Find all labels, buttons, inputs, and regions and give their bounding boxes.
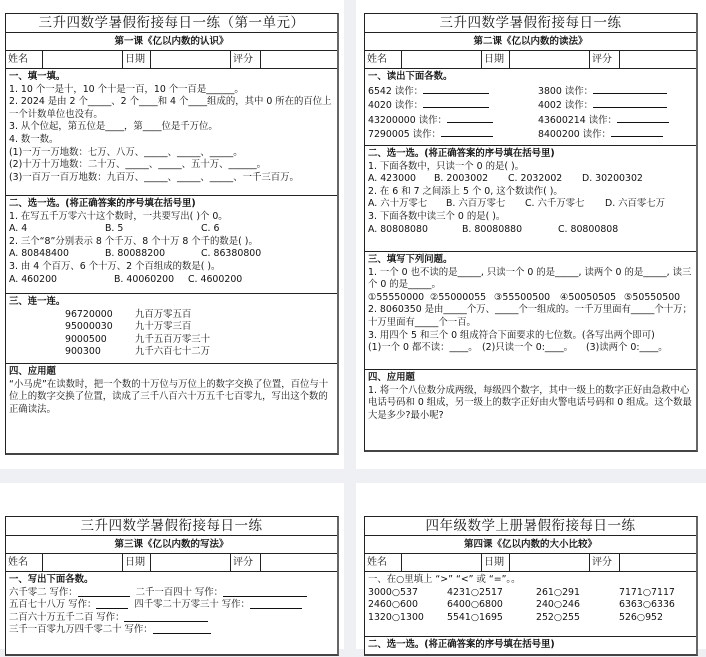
- score-label: 评分: [231, 51, 261, 68]
- date-field[interactable]: [151, 51, 231, 68]
- section-heading: 二、选一选。(将正确答案的序号填在括号里): [9, 198, 196, 209]
- section-fill-in: [6, 69, 337, 196]
- section-read-numbers: [365, 69, 696, 146]
- question-2: 2. 三个“8”分别表示 8 个千万、8 个十万 8 个千的数是( )。: [9, 235, 258, 247]
- match-row: [9, 309, 334, 322]
- option-5: ⑤50550500: [624, 291, 681, 303]
- match-words[interactable]: 九十万零三百: [135, 321, 192, 333]
- name-field[interactable]: [402, 554, 482, 571]
- lesson-subtitle: 第四课《亿以内数的大小比较》: [365, 536, 696, 554]
- compare-item[interactable]: 252○255: [536, 611, 580, 623]
- read-item: 43200000 读作：: [368, 114, 447, 126]
- read-item: 43600214 读作：: [538, 114, 617, 126]
- problem-text: “小马虎”在读数时，把一个数的十万位与万位上的数字交换了位置，百位与十位上的数字交换了位置，读成了三千八百六十万五千七百零九，写出这个数的正确读法。: [9, 378, 329, 415]
- compare-item[interactable]: 1320○1300: [368, 611, 424, 623]
- read-item: 8400200 读作：: [538, 129, 611, 141]
- section-multiple-choice: [365, 146, 696, 252]
- score-field[interactable]: [620, 554, 696, 571]
- worksheet-title: 三升四数学暑假衔接每日一练: [365, 14, 696, 33]
- worksheet-lesson-4: [364, 516, 698, 656]
- compare-item[interactable]: 6400○6800: [447, 599, 503, 611]
- section-heading: 一、在○里填上 “>” “<” 或 “=”。。: [368, 574, 521, 585]
- question-1: 1. 下面各数中，只读一个 0 的是( )。: [368, 160, 525, 172]
- read-item: 6542 读作：: [368, 85, 423, 97]
- section-matching: [6, 294, 337, 364]
- section-word-problem: [365, 370, 696, 452]
- compare-item[interactable]: 5541○1695: [447, 611, 503, 623]
- read-item: 7290005 读作：: [368, 129, 441, 141]
- option-d[interactable]: D. 30200302: [582, 173, 643, 185]
- worksheet-title: 四年级数学上册暑假衔接每日一练: [365, 517, 696, 536]
- compare-item[interactable]: 4231○2517: [447, 586, 503, 598]
- answer-blank[interactable]: [223, 587, 307, 597]
- option-b[interactable]: B. 80080880: [462, 223, 523, 235]
- lesson-subtitle: 第一课《亿以内数的认识》: [6, 33, 337, 51]
- compare-item[interactable]: 240○246: [536, 599, 580, 611]
- answer-blank[interactable]: [423, 84, 489, 94]
- question-1: 1. 10 个一是十，10 个十是一百，10 个一百是______。: [9, 83, 244, 95]
- question-3: 3. 用四个 5 和三个 0 组成符合下面要求的七位数。(各写出两个即可): [368, 329, 655, 341]
- section-compare: [365, 572, 696, 637]
- option-a[interactable]: A. 460200: [9, 273, 57, 285]
- name-field[interactable]: [43, 554, 123, 571]
- options-1: [368, 292, 693, 305]
- compare-row: [368, 599, 693, 612]
- date-field[interactable]: [151, 554, 231, 571]
- part-1: (1)一个 0 都不读：____。: [368, 342, 478, 354]
- option-a[interactable]: A. 423000: [368, 173, 416, 185]
- options-1: [368, 173, 693, 186]
- match-number[interactable]: 95000030: [65, 321, 113, 333]
- answer-blank[interactable]: [447, 113, 493, 123]
- read-row: [368, 98, 693, 113]
- question-2: 2. 8060350 是由_____个万、_____个一组成的。一千万里面有_____个十万；十万里面有_____个一百。: [368, 304, 692, 328]
- answer-blank[interactable]: [124, 612, 208, 622]
- question-3: 3. 下面各数中读三个 0 的是( )。: [368, 210, 506, 222]
- match-number[interactable]: 900300: [65, 346, 101, 358]
- name-label: 姓名: [6, 51, 43, 68]
- answer-blank[interactable]: [96, 599, 128, 609]
- answer-blank[interactable]: [617, 113, 669, 123]
- question-4-3: (3)一百万一百万地数：九百万、_____、_____、_____、一千三百万。: [9, 171, 299, 183]
- write-row: [9, 599, 334, 612]
- read-item: 3800 读作：: [538, 85, 593, 97]
- match-row: [9, 334, 334, 347]
- compare-item[interactable]: 6363○6336: [619, 599, 675, 611]
- score-field[interactable]: [261, 554, 337, 571]
- date-label: 日期: [482, 554, 510, 571]
- question-4-1: (1)一万一万地数：七万、八万、_____、_____、_____。: [9, 146, 243, 158]
- score-field[interactable]: [261, 51, 337, 68]
- write-row: [9, 587, 334, 600]
- question-3: 3. 从个位起，第五位是____，第____位是千万位。: [9, 121, 218, 133]
- name-field[interactable]: [43, 51, 123, 68]
- option-c[interactable]: C. 86380800: [201, 248, 262, 260]
- option-b[interactable]: B. 2003002: [434, 173, 489, 185]
- option-3: ③55500500: [494, 291, 551, 303]
- write-item: 四千零二十万零三十 写作：: [134, 599, 250, 611]
- option-b[interactable]: B. 80088200: [105, 248, 166, 260]
- option-c[interactable]: C. 4600200: [188, 273, 243, 285]
- write-row: [9, 612, 334, 625]
- lesson-subtitle: 第二课《亿以内数的读法》: [365, 33, 696, 51]
- read-row: [368, 113, 693, 128]
- info-row: [365, 51, 696, 69]
- option-b[interactable]: B. 六百万零七: [446, 198, 506, 210]
- compare-item[interactable]: 526○952: [619, 611, 663, 623]
- info-row: [365, 554, 696, 572]
- read-item: 4002 读作：: [538, 100, 593, 112]
- section-multiple-choice: [6, 196, 337, 294]
- date-field[interactable]: [510, 51, 590, 68]
- section-write-numbers: [6, 572, 337, 652]
- score-label: 评分: [590, 554, 620, 571]
- match-words[interactable]: 九千五百万零三十: [135, 333, 211, 345]
- match-number[interactable]: 9000500: [65, 333, 107, 345]
- info-row: [6, 554, 337, 572]
- option-c[interactable]: C. 2032002: [508, 173, 563, 185]
- section-heading: 一、读出下面各数。: [368, 71, 453, 82]
- match-row: [9, 321, 334, 334]
- section-heading: 四、应用题: [368, 372, 415, 383]
- match-words[interactable]: 九千六百七十二万: [135, 346, 211, 358]
- worksheet-lesson-2: [364, 13, 698, 452]
- write-item: 五百七十八万 写作：: [9, 599, 97, 611]
- answer-blank[interactable]: [593, 98, 667, 108]
- date-label: 日期: [123, 554, 151, 571]
- write-row: [9, 624, 334, 637]
- date-label: 日期: [482, 51, 510, 68]
- answer-blank[interactable]: [78, 587, 130, 597]
- answer-blank[interactable]: [250, 599, 302, 609]
- section-heading: 二、选一选。(将正确答案的序号填在括号里): [368, 639, 555, 650]
- score-label: 评分: [231, 554, 261, 571]
- options-3: [9, 274, 334, 287]
- worksheet-title: 三升四数学暑假衔接每日一练: [6, 517, 337, 536]
- worksheet-title: 三升四数学暑假衔接每日一练（第一单元）: [6, 14, 337, 33]
- write-item: 六千零二 写作：: [9, 586, 78, 598]
- question-4: 4. 数一数。: [9, 133, 59, 145]
- options-2: [9, 248, 334, 261]
- lesson-subtitle: 第三课《亿以内数的写法》: [6, 536, 337, 554]
- match-number[interactable]: 96720000: [65, 308, 113, 320]
- read-row: [368, 127, 693, 142]
- date-label: 日期: [123, 51, 151, 68]
- write-item: 三千一百零九万四千零二十 写作：: [9, 624, 153, 636]
- name-field[interactable]: [402, 51, 482, 68]
- section-word-problem: [6, 364, 337, 448]
- section-fill-questions: [365, 252, 696, 370]
- name-label: 姓名: [365, 51, 402, 68]
- match-row: [9, 346, 334, 359]
- option-b[interactable]: B. 5: [105, 223, 124, 235]
- compare-item[interactable]: 2460○600: [368, 599, 418, 611]
- section-heading: 二、选一选。(将正确答案的序号填在括号里): [368, 148, 555, 159]
- score-field[interactable]: [620, 51, 696, 68]
- question-3: 3. 由 4 个百万、6 个十万、2 个百组成的数是( )。: [9, 260, 221, 272]
- answer-blank[interactable]: [611, 127, 663, 137]
- info-row: [6, 51, 337, 69]
- section-multiple-choice: [365, 637, 696, 657]
- name-label: 姓名: [6, 554, 43, 571]
- option-c[interactable]: C. 六千万零七: [525, 198, 585, 210]
- compare-item[interactable]: 261○291: [536, 586, 580, 598]
- option-a[interactable]: A. 六十万零七: [368, 198, 428, 210]
- question-4-2: (2)十万十万地数：二十万、_____、_____、五十万、______。: [9, 159, 267, 171]
- compare-row: [368, 587, 693, 600]
- option-a[interactable]: A. 80808080: [368, 223, 428, 235]
- answer-blank[interactable]: [593, 84, 667, 94]
- compare-row: [368, 612, 693, 625]
- section-heading: 三、填写下列问题。: [368, 254, 453, 265]
- compare-item[interactable]: 7171○7117: [619, 586, 675, 598]
- part-3: (3)读两个 0:____。: [586, 342, 668, 354]
- read-item: 4020 读作：: [368, 100, 423, 112]
- option-1: ①55550000: [368, 291, 425, 303]
- section-heading: 一、写出下面各数。: [9, 574, 94, 585]
- option-2: ②55000055: [430, 291, 487, 303]
- section-heading: 一、填一填。: [9, 71, 66, 82]
- option-c[interactable]: C. 6: [201, 223, 220, 235]
- options-1: [9, 223, 334, 236]
- compare-item[interactable]: 3000○537: [368, 586, 418, 598]
- write-item: 二千一百四十 写作：: [135, 586, 223, 598]
- option-a[interactable]: A. 80848400: [9, 248, 69, 260]
- date-field[interactable]: [510, 554, 590, 571]
- question-2: 2. 在 6 和 7 之间添上 5 个 0, 这个数读作( )。: [368, 185, 563, 197]
- option-c[interactable]: C. 80800808: [558, 223, 619, 235]
- option-b[interactable]: B. 40060200: [114, 273, 175, 285]
- option-d[interactable]: D. 六百零七万: [605, 198, 666, 210]
- read-row: [368, 84, 693, 99]
- option-4: ④50050505: [560, 291, 617, 303]
- worksheet-lesson-3: [5, 516, 339, 656]
- answer-blank[interactable]: [153, 624, 211, 634]
- question-2: 2. 2024 是由 2 个_____、2 个____和 4 个____组成的，其中 0 所在的百位上一个计数单位也没有。: [9, 96, 332, 120]
- answer-blank[interactable]: [441, 127, 493, 137]
- question-3-parts: [368, 342, 693, 355]
- part-2: (2)只读一个 0:____。: [482, 342, 574, 354]
- options-2: [368, 198, 693, 211]
- worksheet-lesson-1: [5, 13, 339, 455]
- score-label: 评分: [590, 51, 620, 68]
- question-1: 1. 一个 0 也不读的是_____, 只读一个 0 的是_____, 读两个 0 的是_____, 读三个 0 的是_____。: [368, 266, 692, 291]
- match-words[interactable]: 九百万零五百: [135, 308, 192, 320]
- section-heading: 四、应用题: [9, 366, 56, 377]
- question-1: 1. 在写五千万零六十这个数时，一共要写出( )个 0。: [9, 210, 228, 222]
- option-a[interactable]: A. 4: [9, 223, 28, 235]
- section-heading: 三、连一连。: [9, 296, 66, 307]
- name-label: 姓名: [365, 554, 402, 571]
- write-item: 二百六十万五千二百 写作：: [9, 611, 125, 623]
- problem-text: 1. 将一个八位数分成两级，每级四个数字，其中一级上的数字正好由急救中心电话号码和 0 组成，另一级上的数字正好由火警电话号码和 0 组成。这个数最大是多少?最小呢?: [368, 384, 692, 421]
- answer-blank[interactable]: [423, 98, 489, 108]
- options-3: [368, 224, 693, 237]
